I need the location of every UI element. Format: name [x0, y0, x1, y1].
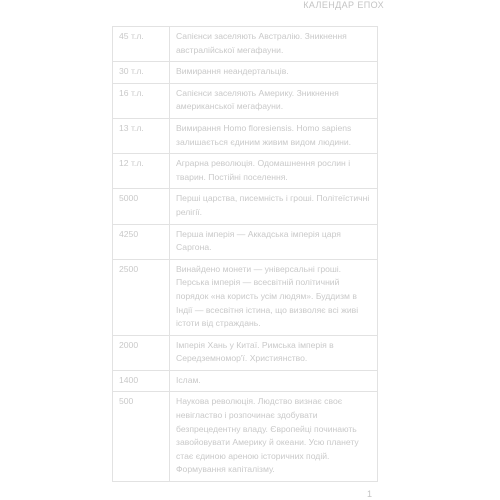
page-header: КАЛЕНДАР ЕПОХ — [303, 0, 384, 10]
timeline-year: 4250 — [113, 224, 170, 259]
timeline-event: Винайдено монети — універсальні гроші. Перська імперія — всесвітній політичний порядок «на користь усім людям». Буддизм в Індії — всесвітня істина, що визволяє всі живі істоти від страждань. — [170, 259, 378, 335]
timeline-year: 500 — [113, 392, 170, 482]
timeline-row — [113, 259, 378, 335]
timeline-year: 12 т.л. — [113, 154, 170, 189]
timeline-year: 2500 — [113, 259, 170, 335]
timeline-event: Аграрна революція. Одомашнення рослин і тварин. Постійні поселення. — [170, 154, 378, 189]
timeline-event: Іслам. — [170, 370, 378, 392]
timeline-event: Вимирання Homo floresiensis. Homo sapiens залишається єдиним живим видом людини. — [170, 118, 378, 153]
timeline-row — [113, 83, 378, 118]
timeline-row — [113, 189, 378, 224]
timeline-row — [113, 62, 378, 84]
timeline-event: Наукова революція. Людство визнає своє невігластво і розпочинає здобувати безпрецедентну владу. Європейці починають завойовувати Америку й океани. Усю планету стає єдиною ареною історичних подій. Формування капіталізму. — [170, 392, 378, 482]
timeline-year: 30 т.л. — [113, 62, 170, 84]
timeline-row — [113, 27, 378, 62]
timeline-event: Перші царства, писемність і гроші. Політеїстичні релігії. — [170, 189, 378, 224]
timeline-row — [113, 370, 378, 392]
timeline-year: 13 т.л. — [113, 118, 170, 153]
timeline-year: 5000 — [113, 189, 170, 224]
timeline-event: Сапієнси заселяють Австралію. Зникнення австралійської мегафауни. — [170, 27, 378, 62]
timeline-row — [113, 154, 378, 189]
timeline-year: 16 т.л. — [113, 83, 170, 118]
timeline-row — [113, 335, 378, 370]
timeline-event: Імперія Хань у Китаї. Римська імперія в Середземномор'ї. Християнство. — [170, 335, 378, 370]
timeline-event: Вимирання неандертальців. — [170, 62, 378, 84]
timeline-row — [113, 118, 378, 153]
timeline-row — [113, 224, 378, 259]
timeline-table — [112, 26, 378, 482]
page-number: 1 — [366, 489, 372, 499]
timeline-year: 1400 — [113, 370, 170, 392]
timeline-year: 2000 — [113, 335, 170, 370]
timeline-event: Перша імперія — Аккадська імперія царя Саргона. — [170, 224, 378, 259]
timeline-year: 45 т.л. — [113, 27, 170, 62]
timeline-row — [113, 392, 378, 482]
timeline-event: Сапієнси заселяють Америку. Зникнення американської мегафауни. — [170, 83, 378, 118]
